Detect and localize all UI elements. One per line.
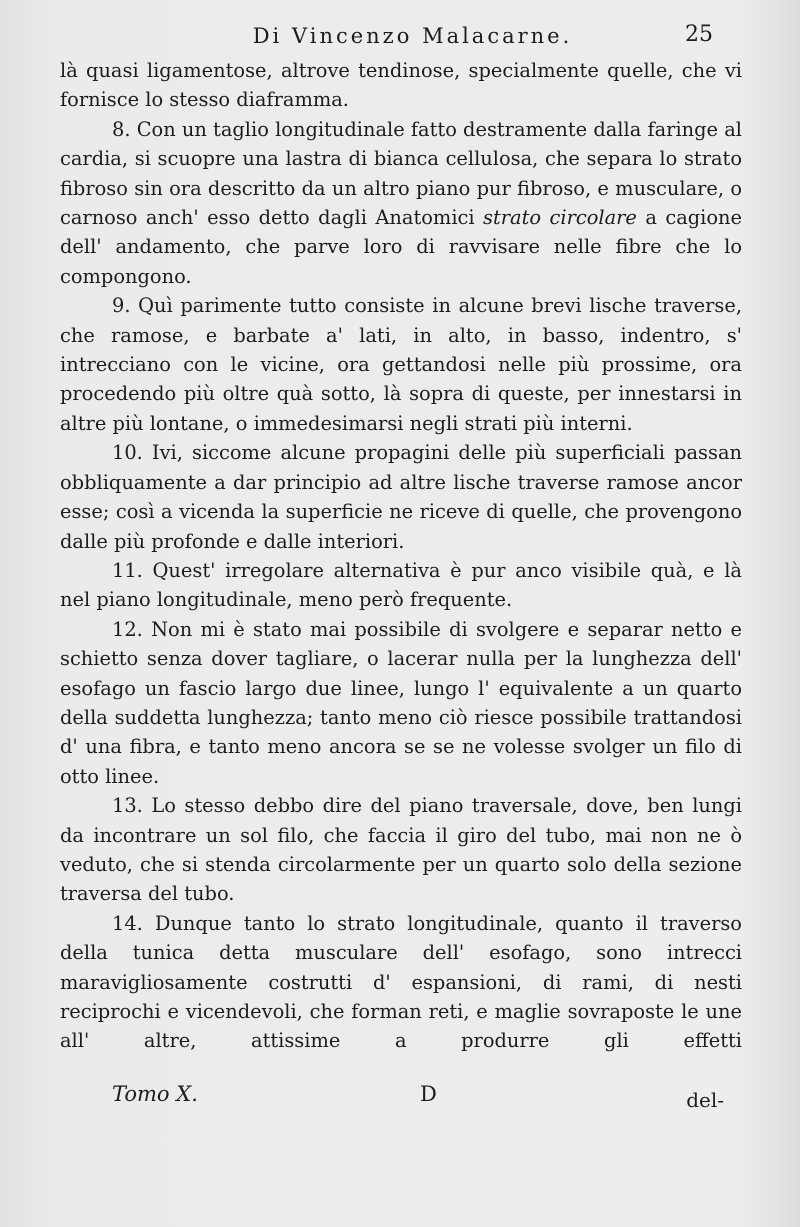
paragraph-8-text-after: a cagione dell' andamento, che parve loro di ravvisare nelle fibre che lo compongono. (60, 206, 743, 288)
paragraph-10: 10. Ivi, siccome alcune propagini delle più superficiali passan obbliquamente a dar principio ad altre lische traverse ramose ancor esse; così a vicenda la superficie ne riceve di quelle, che provengono dalle più profonde e dalle interiori. (60, 441, 742, 553)
paragraph-13: 13. Lo stesso debbo dire del piano traversale, dove, ben lungi da incontrare un sol filo, che faccia il giro del tubo, mai non ne ò veduto, che si stenda circolarmente per un quarto solo della sezione traversa del tubo. (60, 794, 742, 906)
paragraph-8-italic-term: strato circolare (483, 206, 637, 230)
paragraph-12: 12. Non mi è stato mai possibile di svolgere e separar netto e schietto senza dover tagliare, o lacerar nulla per la lunghezza dell' esofago un fascio largo due linee, lungo l' equivalente a un quarto della suddetta lunghezza; tanto meno ciò riesce possibile trattandosi d' una fibra, e tanto meno ancora se se ne volesse svolger un filo di otto linee. (60, 617, 742, 788)
page-header (60, 24, 725, 60)
paragraph-11: 11. Quest' irregolare alternativa è pur anco visibile quà, e là nel piano longitudinale, meno però frequente. (60, 558, 742, 612)
volume-label: Tomo X. (112, 1082, 198, 1106)
catchword: del- (686, 1088, 724, 1112)
body-text (60, 56, 742, 1056)
paragraph-8 (60, 115, 742, 291)
paragraph-14: 14. Dunque tanto lo strato longitudinale, quanto il traverso della tunica detta musculare dell' esofago, sono intrecci maravigliosamente costrutti d' espansioni, di rami, di nesti reciprochi e vicendevoli, che forman reti, e maglie sovraposte le une all' altre, attissime a produrre gli effetti (60, 911, 742, 1053)
signature-mark: D (420, 1082, 437, 1106)
page-number: 25 (685, 22, 713, 47)
running-head: Di Vincenzo Malacarne. (252, 24, 573, 48)
paragraph-8-text-before: 8. Con un taglio longitudinale fatto destramente dalla faringe al cardia, si scuopre una lastra di bianca cellulosa, che separa lo strato fibroso sin ora descritto da un altro piano pur fibroso, e musculare, o carnoso anch' esso detto dagli Anatomici (60, 117, 742, 230)
paragraph-continuation: là quasi ligamentose, altrove tendinose, specialmente quelle, che vi fornisce lo stesso diaframma. (60, 59, 742, 112)
paragraph-9: 9. Quì parimente tutto consiste in alcune brevi lische traverse, che ramose, e barbate a' lati, in alto, in basso, indentro, s' intrecciano con le vicine, ora gettandosi nelle più prossime, ora procedendo più oltre quà sotto, là sopra di queste, per innestarsi in altre più lontane, o immedesimarsi negli strati più interni. (60, 294, 742, 435)
page-footer (60, 1082, 742, 1114)
